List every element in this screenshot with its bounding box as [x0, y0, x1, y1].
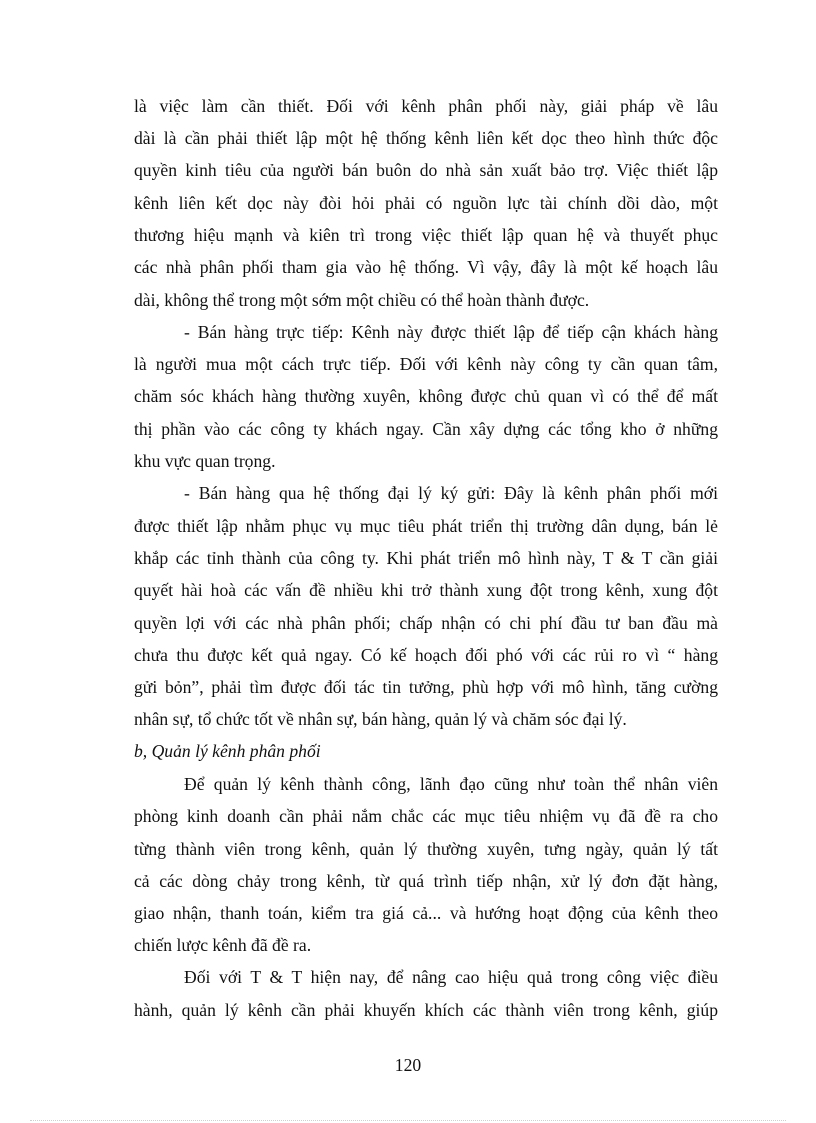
text-line: chiến lược kênh đã đề ra. — [134, 935, 312, 955]
text-line: khắp các tỉnh thành của công ty. Khi phát triển mô hình này, T & T cần giải — [134, 548, 718, 568]
text-line: được thiết lập nhằm phục vụ mục tiêu phát triển thị trường dân dụng, bán lẻ — [134, 516, 718, 536]
text-line: quyết hài hoà các vấn đề nhiều khi trở thành xung đột trong kênh, xung đột — [134, 580, 718, 600]
bottom-divider — [30, 1120, 786, 1121]
text-line: Đối với T & T hiện nay, để nâng cao hiệu quả trong công việc điều — [184, 967, 718, 987]
text-line: dài là cần phải thiết lập một hệ thống kênh liên kết dọc theo hình thức độc — [134, 128, 718, 148]
text-line: các nhà phân phối tham gia vào hệ thống. Vì vậy, đây là một kế hoạch lâu — [134, 257, 718, 277]
text-line: Để quản lý kênh thành công, lãnh đạo cũng như toàn thể nhân viên — [184, 774, 718, 794]
text-line: cả các dòng chảy trong kênh, từ quá trình tiếp nhận, xử lý đơn đặt hàng, — [134, 871, 718, 891]
text-line: là người mua một cách trực tiếp. Đối với kênh này công ty cần quan tâm, — [134, 354, 718, 374]
text-line: - Bán hàng qua hệ thống đại lý ký gửi: Đây là kênh phân phối mới — [184, 483, 718, 503]
text-line: nhân sự, tổ chức tốt về nhân sự, bán hàng, quản lý và chăm sóc đại lý. — [134, 709, 627, 729]
text-line: giao nhận, thanh toán, kiểm tra giá cả... và hướng hoạt động của kênh theo — [134, 903, 718, 923]
text-line: hành, quản lý kênh cần phải khuyến khích các thành viên trong kênh, giúp — [134, 1000, 718, 1020]
text-line: chăm sóc khách hàng thường xuyên, không được chủ quan vì có thể để mất — [134, 386, 718, 406]
section-heading: b, Quản lý kênh phân phối — [134, 741, 321, 761]
text-line: chưa thu được kết quả ngay. Có kế hoạch đối phó với các rủi ro vì “ hàng — [134, 645, 718, 665]
text-line: quyền lợi với các nhà phân phối; chấp nhận có chi phí đầu tư ban đầu mà — [134, 613, 718, 633]
text-line: phòng kinh doanh cần phải nắm chắc các mục tiêu nhiệm vụ đã đề ra cho — [134, 806, 718, 826]
page-number: 120 — [394, 1055, 422, 1075]
text-line: là việc làm cần thiết. Đối với kênh phân phối này, giải pháp về lâu — [134, 96, 718, 116]
text-line: từng thành viên trong kênh, quản lý thường xuyên, tưng ngày, quản lý tất — [134, 839, 718, 859]
text-line: thị phần vào các công ty khách ngay. Cần xây dựng các tổng kho ở những — [134, 419, 718, 439]
text-line: khu vực quan trọng. — [134, 451, 276, 471]
text-line: - Bán hàng trực tiếp: Kênh này được thiết lập để tiếp cận khách hàng — [184, 322, 718, 342]
text-line: kênh liên kết dọc này đòi hỏi phải có nguồn lực tài chính dồi dào, một — [134, 193, 718, 213]
text-line: thương hiệu mạnh và kiên trì trong việc thiết lập quan hệ và thuyết phục — [134, 225, 718, 245]
text-line: quyền kinh tiêu của người bán buôn do nhà sản xuất bảo trợ. Việc thiết lập — [134, 160, 718, 180]
text-line: dài, không thể trong một sớm một chiều có thể hoàn thành được. — [134, 290, 590, 310]
text-line: gửi bỏn”, phải tìm được đối tác tin tưởng, phù hợp với mô hình, tăng cường — [134, 677, 718, 697]
